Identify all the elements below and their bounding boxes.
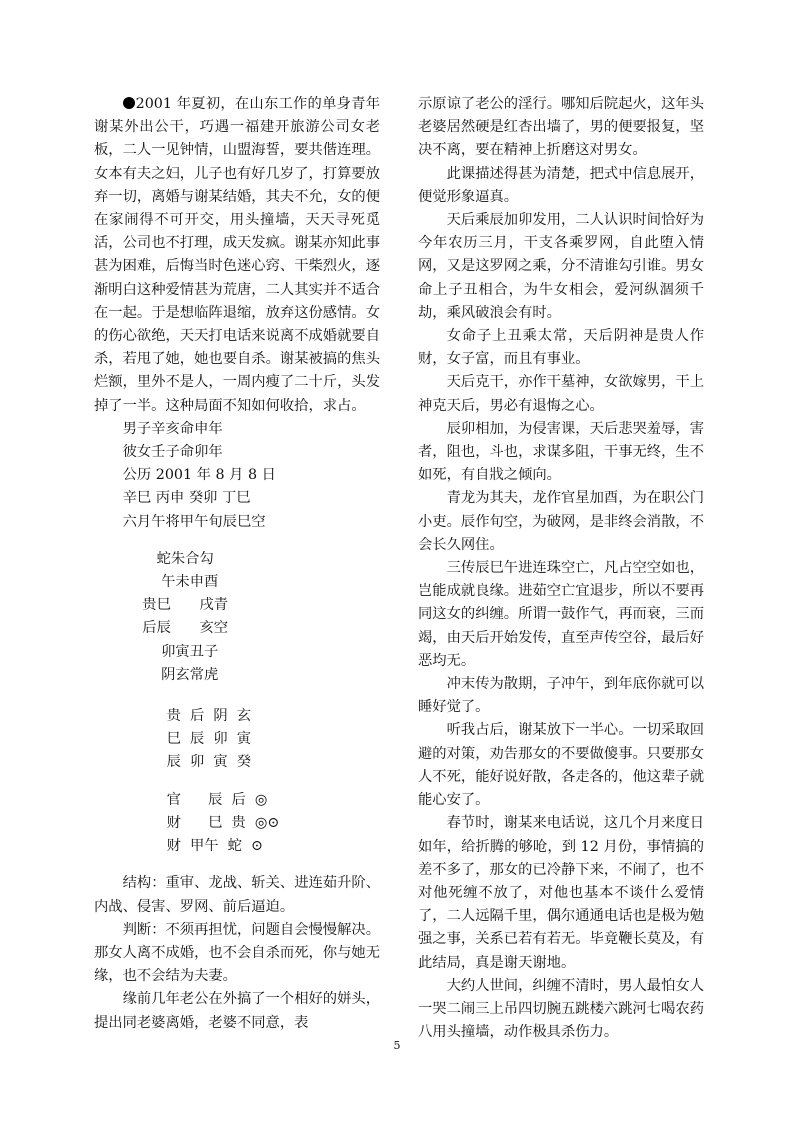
info-block — [94, 418, 380, 534]
intro-paragraph: 2001 年夏初，在山东工作的单身青年谢某外出公干，巧遇一福建开旅游公司女老板，二人一见钟情，山盟海誓，要共偕连理。女本有夫之妇，儿子也有好几岁了，打算要放弃一切，离婚与谢某结婚，其夫不允，女的便在家闹得不可开交，用头撞墙，天天寻死觅活，公司也不打理，成天发疯。谢某亦知此事甚为困难，后悔当时色迷心窍、干柴烈火，逐渐明白这种爱情甚为荒唐，二人其实并不适合在一起。于是想临阵退缩，放弃这份感情。女的伤心欲绝，天天打电话来说离不成婚就要自杀，若甩了她，她也要自杀。谢某被搞的焦头烂额，里外不是人，一周内瘦了二十斤，头发掉了一半。这种局面不知如何收拾，求占。 — [94, 96, 380, 414]
body-paragraph: 青龙为其夫，龙作官星加酉，为在职公门小吏。辰作旬空，为破网，是非终会消散，不会长久网住。 — [418, 490, 704, 553]
body-paragraph: 大约人世间，纠缠不清时，男人最怕女人一哭二闹三上吊四切腕五跳楼六跳河七喝农药八用头撞墙，动作极具杀伤力。 — [418, 977, 704, 1041]
chart-line: 蛇朱合勾 — [128, 550, 214, 567]
chart-line: 卯寅丑子 — [128, 643, 219, 660]
body-paragraph: 辰卯相加，为侵害课，天后悲哭羞辱，害者，阻也，斗也，求谋多阻，干事无终，生不如死，有自戕之倾向。 — [418, 420, 704, 484]
chart-line: 阴玄常虎 — [128, 666, 219, 683]
left-column — [94, 93, 380, 1035]
body-paragraph: 天后乘辰加卯发用，二人认识时间恰好为今年农历三月，干支各乘罗网，自此堕入情网，又是这罗网之乘，分不清谁勾引谁。男女命上子丑相合，为牛女相会，爱河纵涸须千劫，乘风破浪会有时。 — [418, 212, 704, 321]
info-line: 辛巳 丙申 癸卯 丁巳 — [122, 490, 251, 507]
lessons-line: 巳 辰 卯 寅 — [138, 731, 252, 748]
info-line: 六月午将甲午旬辰巳空 — [122, 513, 266, 530]
body-paragraph: 三传辰巳午进连珠空亡，凡占空空如也，岂能成就良缘。进茹空亡宜退步，所以不要再同这女的纠缠。所谓一鼓作气，再而衰，三而竭，由天后开始发传，直至声传空谷，最后好恶均无。 — [418, 560, 704, 669]
four-lessons-table — [94, 705, 380, 775]
bullet-dot-icon — [123, 97, 135, 109]
lessons-line: 辰 卯 寅 癸 — [138, 754, 252, 771]
info-line: 公历 2001 年 8 月 8 日 — [122, 467, 276, 484]
chart-line: 后辰 亥空 — [128, 620, 229, 637]
transmission-line: 财 巳 贵 ◎⊙ — [138, 814, 280, 831]
body-paragraph: 春节时，谢某来电话说，这几个月来度日如年，给折腾的够呛，到 12 月份，事情搞的差不多了，那女的已冷静下来，不闹了，也不对他死缠不放了，对他也基本不谈什么爱情了，二人远隔千里，偶尔通通电话也是极为勉强之事，关系已若有若无。毕竟鞭长莫及，有此结局，真是谢天谢地。 — [418, 815, 704, 971]
lessons-line: 贵 后 阴 玄 — [138, 708, 252, 725]
body-paragraph: 女命子上丑乘太常，天后阴神是贵人作财，女子富，而且有事业。 — [418, 328, 704, 368]
transmission-line: 官 辰 后 ◎ — [138, 791, 268, 808]
three-transmissions-table — [94, 789, 380, 859]
chart-line: 贵巳 戌青 — [128, 597, 229, 614]
page-number: 5 — [393, 1039, 401, 1052]
body-paragraph: 听我占后，谢某放下一半心。一切采取回避的对策，劝告那女的不要做傻事。只要那女人不死，能好说好散，各走各的，他这辈子就能心安了。 — [418, 722, 704, 809]
heaven-plate-chart — [94, 548, 380, 687]
chart-line: 午未申酉 — [128, 574, 219, 591]
info-line: 男子辛亥命申年 — [122, 420, 223, 437]
body-paragraph: 天后克干，亦作干墓神，女欲嫁男，干上神克天后，男必有退悔之心。 — [418, 374, 704, 414]
body-paragraph: 冲末传为散期，子冲午，到年底你就可以睡好觉了。 — [418, 676, 704, 716]
info-line: 彼女壬子命卯年 — [122, 444, 223, 461]
judgement-paragraph: 判断：不须再担忧，问题自会慢慢解决。那女人离不成婚，也不会自杀而死，你与她无缘，也不会结为夫妻。 — [94, 921, 380, 985]
right-column — [418, 93, 704, 1044]
body-paragraph: 此课描述得甚为清楚，把式中信息展开，便觉形象逼真。 — [418, 165, 704, 205]
continuation-paragraph: 示原谅了老公的淫行。哪知后院起火，这年头老婆居然硬是红杏出墙了，男的便要报复，坚决不离，要在精神上折磨这对男女。 — [418, 96, 704, 159]
structure-paragraph: 结构：重审、龙战、斩关、进连茹升阶、内战、侵害、罗网、前后逼迫。 — [94, 875, 380, 915]
transmission-line: 财 甲午 蛇 ⊙ — [138, 838, 264, 855]
background-paragraph: 缘前几年老公在外搞了一个相好的姘头，提出同老婆离婚，老婆不同意，表 — [94, 991, 380, 1031]
